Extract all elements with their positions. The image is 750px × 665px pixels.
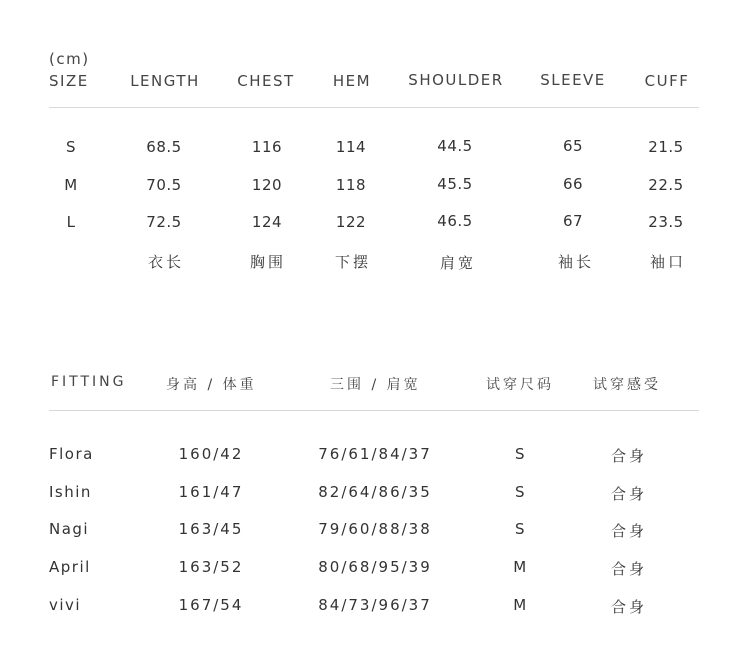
header-fitting: FITTING [51, 374, 127, 390]
height-weight: 167/54 [178, 596, 244, 614]
header-length: LENGTH [130, 72, 200, 90]
zh-label-length: 衣长 [147, 253, 185, 271]
size-cell: 23.5 [648, 213, 684, 231]
measurements: 84/73/96/37 [318, 596, 432, 614]
header-size: SIZE [49, 72, 89, 90]
size-cell: 116 [251, 138, 283, 156]
tried-size: S [514, 445, 526, 463]
fit-feeling: 合身 [610, 447, 648, 465]
fitting-divider [49, 410, 699, 411]
zh-label-chest: 胸围 [249, 253, 287, 271]
fit-feeling: 合身 [610, 485, 648, 503]
height-weight: 161/47 [178, 483, 244, 501]
measurements: 76/61/84/37 [318, 445, 432, 463]
fit-feeling: 合身 [610, 598, 648, 616]
zh-label-cuff: 袖口 [649, 253, 687, 271]
fit-feeling: 合身 [610, 560, 648, 578]
measurements: 79/60/88/38 [318, 520, 432, 538]
unit-label: (cm) [49, 50, 90, 68]
measurements: 80/68/95/39 [318, 558, 432, 576]
header-chest: CHEST [237, 72, 295, 90]
header-shoulder: SHOULDER [408, 71, 504, 89]
tried-size: M [513, 596, 527, 614]
size-cell: 122 [335, 213, 367, 231]
measurements: 82/64/86/35 [318, 483, 432, 501]
zh-label-sleeve: 袖长 [557, 253, 595, 271]
model-name: vivi [49, 596, 82, 614]
model-name: Flora [49, 445, 94, 463]
fit-feeling: 合身 [610, 522, 648, 540]
tried-size: S [514, 520, 526, 538]
height-weight: 163/52 [178, 558, 244, 576]
size-cell: 22.5 [648, 176, 684, 194]
size-cell: 21.5 [648, 138, 684, 156]
size-cell: 118 [335, 176, 367, 194]
size-cell: 67 [562, 212, 584, 230]
size-label-l: L [66, 213, 76, 231]
model-name: Ishin [49, 483, 92, 501]
size-cell: 68.5 [146, 138, 182, 156]
size-cell: 124 [251, 213, 283, 231]
size-cell: 114 [335, 138, 367, 156]
size-cell: 66 [562, 175, 584, 193]
header-cuff: CUFF [644, 72, 690, 90]
size-cell: 45.5 [437, 175, 473, 193]
size-cell: 70.5 [146, 176, 182, 194]
zh-label-shoulder: 肩宽 [439, 254, 477, 272]
header-feeling: 试穿感受 [593, 377, 661, 393]
header-divider [49, 107, 699, 108]
tried-size: M [513, 558, 527, 576]
size-cell: 46.5 [437, 212, 473, 230]
model-name: Nagi [49, 520, 90, 538]
height-weight: 163/45 [178, 520, 244, 538]
zh-label-hem: 下摆 [334, 253, 372, 271]
size-cell: 65 [562, 137, 584, 155]
header-height-weight: 身高 / 体重 [166, 377, 257, 393]
tried-size: S [514, 483, 526, 501]
header-sleeve: SLEEVE [540, 71, 606, 89]
model-name: April [49, 558, 91, 576]
height-weight: 160/42 [178, 445, 244, 463]
size-label-s: S [65, 138, 77, 156]
header-tried-size: 试穿尺码 [486, 377, 554, 393]
size-cell: 44.5 [437, 137, 473, 155]
header-hem: HEM [332, 72, 372, 90]
header-measurements: 三围 / 肩宽 [330, 377, 421, 393]
size-label-m: M [64, 176, 78, 194]
size-cell: 72.5 [146, 213, 182, 231]
size-cell: 120 [251, 176, 283, 194]
